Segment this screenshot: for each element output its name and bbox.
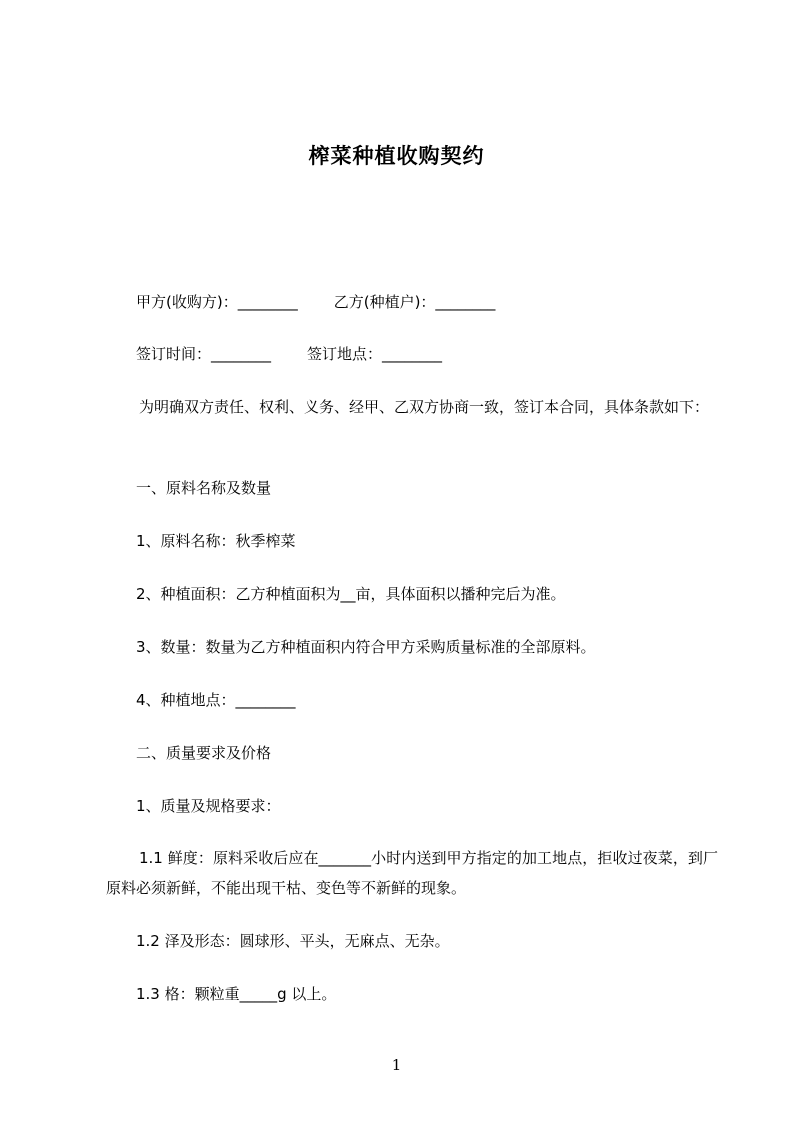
signing-place-field: 签订地点：________ — [307, 345, 443, 363]
quantity-clause: 3、数量：数量为乙方种植面积内符合甲方采购质量标准的全部原料。 — [136, 638, 596, 656]
page-number: 1 — [391, 1056, 402, 1074]
section-1-heading: 一、原料名称及数量 — [136, 479, 272, 497]
quality-spec-heading: 1、质量及规格要求： — [136, 797, 281, 815]
shape-clause: 1.2 泽及形态：圆球形、平头，无麻点、无杂。 — [136, 932, 450, 950]
raw-material-name: 1、原料名称：秋季榨菜 — [136, 532, 296, 550]
signing-time-field: 签订时间：________ — [136, 345, 272, 363]
intro-paragraph: 为明确双方责任、权利、义务、经甲、乙双方协商一致，签订本合同，具体条款如下： — [139, 398, 710, 416]
planting-area: 2、种植面积：乙方种植面积为__亩，具体面积以播种完后为准。 — [136, 585, 566, 603]
freshness-clause: 1.1 鲜度：原料采收后应在_______小时内送到甲方指定的加工地点，拒收过夜菜，到厂原料必须新鲜，不能出现干枯、变色等不新鲜的现象。 — [106, 849, 718, 897]
section-2-heading: 二、质量要求及价格 — [136, 744, 272, 762]
document-title: 榨菜种植收购契约 — [308, 144, 485, 168]
grade-clause: 1.3 格：颗粒重_____g 以上。 — [136, 985, 337, 1003]
planting-location: 4、种植地点：________ — [136, 691, 296, 709]
party-b-field: 乙方(种植户)：________ — [333, 293, 496, 311]
signing-line — [136, 342, 442, 366]
party-a-field: 甲方(收购方)：________ — [136, 293, 298, 311]
parties-line — [136, 290, 495, 314]
